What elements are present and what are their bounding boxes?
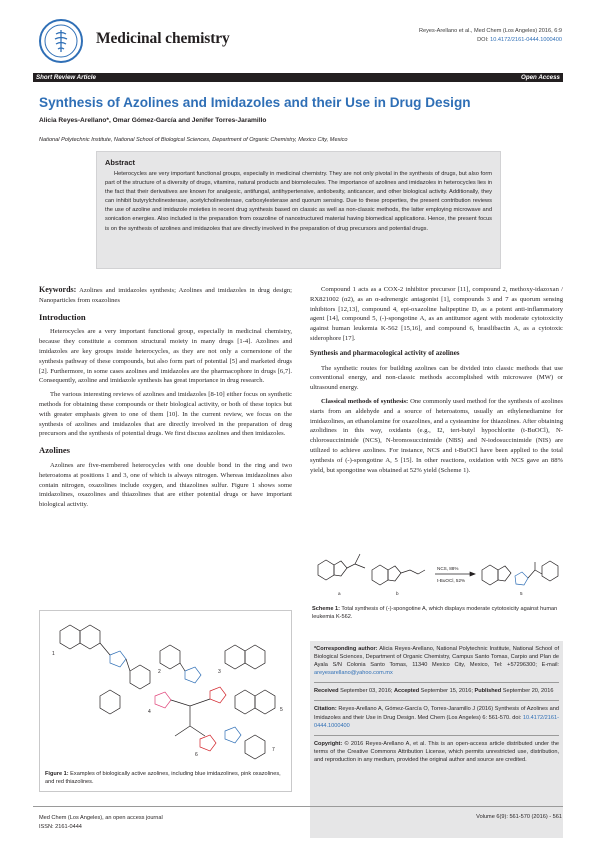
scheme-reagent-bottom: t-BuOCl, 52%: [437, 578, 466, 583]
doi-line: [419, 36, 562, 45]
journal-logo: [39, 19, 83, 63]
svg-text:5: 5: [280, 707, 283, 713]
svg-text:1: 1: [52, 651, 55, 657]
left-column: [39, 285, 292, 514]
azolines-paragraph-1: Azolines are five-membered heterocycles with one double bond in the ring and two heteroatoms at positions 1 and 3, one of which is always nitrogen. Whereas imidazolines also contain nitrogen, oxazolines include oxygen, and thiazolines sulfur. Figure 1 shows some imidazolines, oxazolines and thiazolines that are either potential drugs or have important biological activity.: [39, 461, 292, 509]
scheme-compound-a: a: [338, 591, 341, 596]
scheme-reagent-top: NCS, 88%: [437, 566, 459, 571]
copyright: [314, 740, 559, 764]
scheme-1-structures: [310, 540, 563, 602]
figure-1-caption-text: Examples of biologically active azolines, including blue imidazolines, pink oxazolines, and red thiazolines.: [45, 771, 281, 785]
divider: [314, 700, 559, 701]
figure-1-structures: [40, 611, 293, 761]
doi-label: DOI:: [477, 37, 491, 43]
figure-1: [39, 610, 292, 792]
article-title: Synthesis of Azolines and Imidazoles and their Use in Drug Design: [39, 95, 471, 110]
scheme-compound-b: b: [396, 591, 399, 596]
intro-paragraph-1: Heterocycles are a very important functional group, especially in medicinal chemistry, because they constitute a common structural moiety in many drugs [1-4]. Azolines and imidazoles are key groups inside heterocycles, as they are not only a cornerstone of the synthesis pathway of these compounds, but also form part of potential [5] and marketed drugs [2]. Furthermore, in some cases azolines and imidazoles are the pharmacophore in drugs [6,7]. Consequently, azoline and imidazole synthesis has great importance in drug research.: [39, 328, 292, 385]
scheme-1-label: Scheme 1:: [312, 606, 340, 612]
citation-doi-link[interactable]: 10.4172/2161-0444.1000400: [314, 714, 559, 729]
open-access-badge: Open Access: [521, 74, 560, 81]
citation-line: Reyes-Arellano et al., Med Chem (Los Angeles) 2016, 6:9: [418, 28, 562, 34]
keywords: [39, 285, 292, 306]
header-citation: [419, 27, 562, 45]
article-type-bar: [33, 73, 563, 82]
abstract-text: Heterocycles are very important functional groups, especially in medicinal chemistry. They are not only pivotal in the synthesis of drugs, but also form part of the structure of a diversity of drugs, vitamins, natural products and biomolecules. The importance of azolines and imidazoles in heterocycles lies in the fact that their derivatives are known for analgesic, antifungal, antihypertensive, antiobesity, anticancer, and other biological activity. Additionally, they can inhibit butyrylcholinesterase, acetylcholinesterase, carboxylesterase and quorum sensing. Due to these properties, the present contribution reviews the use of azoline and imidazole moieties in recent drug synthesis based on classic as well as non-classic methods, the latter employing microwave and sonication energies. Also included is the preparation from oxazoline of nanostructured material having biomedical applications. Hence, the present focus is on the synthesis of azolines and imidazoles that are directly involved in the preparation of drug precursors and potential drugs.: [105, 171, 492, 232]
keywords-label: Keywords:: [39, 285, 77, 294]
received-label: Received: [314, 688, 339, 695]
article-dates: [314, 687, 559, 695]
svg-text:2: 2: [158, 669, 161, 675]
footer-journal-info: [39, 814, 163, 832]
corresponding-author-text: Alicia Reyes-Arellano, National Polytechnic Institute, National School of Biological Sciences, Department of Organic Chemistry, Campus Santo Tomas, Carpio and Plan de Ayala S/N Colonia Santo Tomas, 11340 Mexico City, Mexico, Tel: +57296300; E-mail:: [314, 646, 559, 669]
journal-name: Medicinal chemistry: [96, 30, 230, 47]
right-column: [310, 285, 563, 479]
scheme-1-caption-text: Total synthesis of (-)-spongotine A, which displays moderate cytotoxicity against human leukemia K-562.: [312, 606, 558, 621]
introduction-heading: Introduction: [39, 311, 86, 322]
corresponding-author: [314, 645, 559, 677]
accepted-date: September 15, 2016;: [419, 688, 475, 695]
figure-1-label: Figure 1:: [45, 771, 69, 777]
published-date: September 20, 2016: [501, 688, 554, 695]
divider: [314, 682, 559, 683]
author-email-link[interactable]: areyesarellano@yahoo.com.mx: [314, 670, 393, 677]
intro-paragraph-2: The various interesting reviews of azolines and imidazoles [8-10] either focus on synthetic methods for obtaining these compounds or their biological activity, or both of these topics but with greater emphasis given to one of them [10]. In the current review, we focus on the synthesis of azolines and imidazoles that are directly involved in the preparation of drug precursors and the synthesis of potential drugs. We first discuss azolines and then imidazoles.: [39, 391, 292, 438]
scheme-1-caption: [312, 605, 562, 621]
compounds-paragraph: Compound 1 acts as a COX-2 inhibitor precursor [11], compound 2, methoxy-idazoxan / RX821002 (α2), as an α-adrenergic antagonist [1], compounds 3 and 7 as quorum sensing inhibitors [12,13], compound 4, epi-oxazoline halipeptine D, as a potent anti-inflammatory agent [14], compound 5, (-)-spongotine A, as an antitumor agent with moderate cytotoxicity against human leukemia K-562 [15,16], and compound 6, brasilibactin A, as a cytotoxic siderophore [17].: [310, 286, 563, 342]
scheme-compound-5: 5: [520, 591, 523, 596]
azolines-heading: Azolines: [39, 445, 71, 456]
footer-divider: [33, 806, 563, 807]
copyright-label: Copyright:: [314, 740, 343, 747]
received-date: September 03, 2016;: [338, 688, 394, 695]
accepted-label: Accepted: [393, 688, 420, 695]
divider: [314, 735, 559, 736]
footer-volume-pages: Volume 6(9): 561-570 (2016) - 561: [476, 814, 562, 820]
journal-logo-icon: [41, 21, 81, 61]
svg-text:4: 4: [148, 709, 151, 715]
svg-text:3: 3: [218, 669, 221, 675]
abstract-box: [96, 151, 501, 269]
svg-text:7: 7: [272, 747, 275, 753]
article-info-box: [310, 641, 563, 838]
footer-issn: ISSN: 2161-0444: [39, 824, 82, 830]
citation: [314, 705, 559, 729]
published-label: Published: [474, 688, 502, 695]
footer-journal: Med Chem (Los Angeles), an open access journal: [39, 815, 163, 821]
svg-text:6: 6: [195, 752, 198, 758]
classical-methods-paragraph: [310, 397, 563, 475]
scheme-1: [310, 540, 563, 602]
article-type: Short Review Article: [36, 74, 96, 81]
synthesis-paragraph: The synthetic routes for building azolines can be divided into classic methods that use conventional energy, and non-classic methods accomplished with microwave (MW) or ultrasound energy.: [310, 364, 563, 392]
article-affiliation: National Polytechnic Institute, National School of Biological Sciences, Department of Organic Chemistry, Mexico City, Mexico: [39, 137, 348, 143]
article-authors: Alicia Reyes-Arellano*, Omar Gómez-García and Jenifer Torres-Jaramillo: [39, 117, 267, 124]
citation-text: Reyes-Arellano A, Gómez-García O, Torres-Jaramillo J (2016) Synthesis of Azolines and Imidazoles and their Use in Drug Design. Med Chem (Los Angeles) 6: 561-570. doi:: [314, 706, 559, 721]
abstract-heading: Abstract: [105, 158, 135, 167]
figure-1-caption: [45, 770, 285, 786]
classical-methods-text: One commonly used method for the synthesis of azolines starts from an aldehyde and a source of heteroatoms, usually an ethylenediamine for imidazolines, an ethanolamine for oxazolines, and a cysteamine for thiazolines. After obtaining azolidines in this way, oxidants (e.g., I2, tert-butyl hypochlorite (t-BuOCl), N-chlorosuccinimide (NCS), N-bromosuccinimide (NBS) and N-iodosuccinimide (NIS) are utilized to achieve azolines. For instance, NCS and t-BuOCl have been applied to the total synthesis of (-)-spongotine A, 5 [15]. In other reactions, oxidation with NCS gave an 88% yield, but spongotine was obtained at 52% yield (Scheme 1).: [310, 397, 563, 474]
corresponding-author-label: *Corresponding author:: [314, 646, 378, 652]
copyright-text: © 2016 Reyes-Arellano A, et al. This is an open-access article distributed under the terms of the Creative Commons Attribution License, which permits unrestricted use, distribution, and reproduction in any medium, provided the original author and source are credited.: [314, 740, 559, 763]
doi-link[interactable]: 10.4172/2161-0444.1000400: [490, 37, 562, 43]
classical-methods-label: Classical methods of synthesis:: [321, 397, 409, 405]
keywords-text: Azolines and imidazoles synthesis; Azolines and imidazoles in drug design; Nanoparticles from oxazolines: [39, 287, 292, 304]
citation-label: Citation:: [314, 706, 337, 713]
synthesis-heading: Synthesis and pharmacological activity of azolines: [310, 348, 460, 357]
